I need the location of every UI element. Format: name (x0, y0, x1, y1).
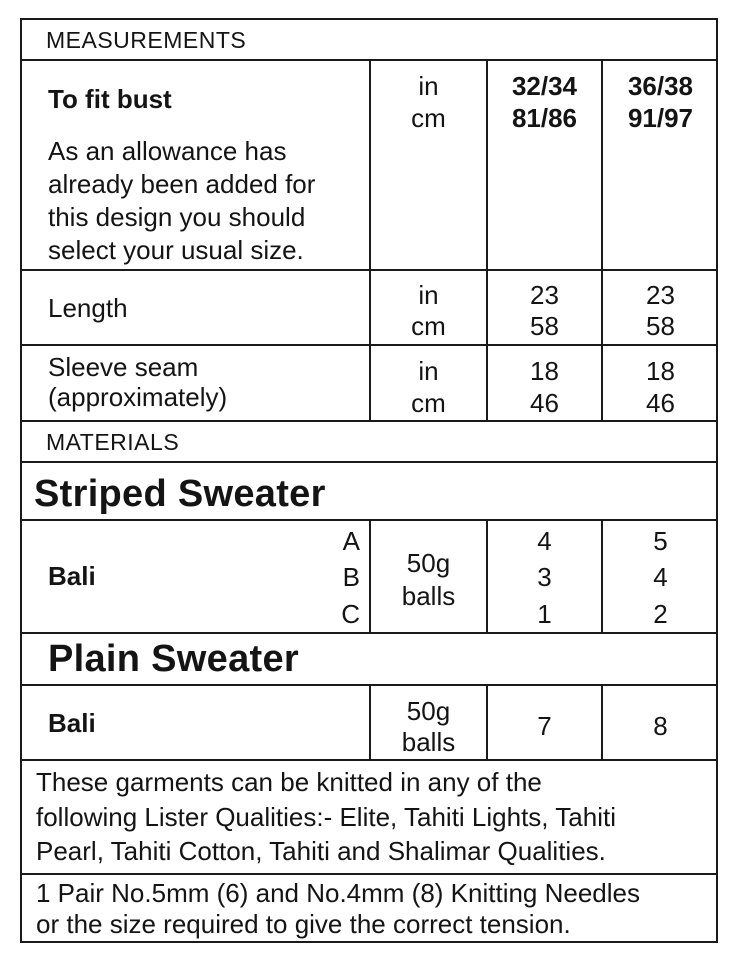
striped-size-2-a: 5 (653, 526, 668, 556)
bust-note-line: this design you should (48, 202, 306, 232)
qualities-note-line: following Lister Qualities:- Elite, Tahiti Lights, Tahiti (36, 802, 616, 832)
sleeve-unit-cm: cm (411, 388, 446, 418)
plain-size-1: 7 (537, 711, 552, 741)
length-size-1-cm: 58 (530, 311, 559, 341)
qualities-note-line: Pearl, Tahiti Cotton, Tahiti and Shalimar Qualities. (36, 836, 606, 866)
unit-in: in (418, 71, 439, 101)
qualities-note-line: These garments can be knitted in any of the (36, 767, 542, 797)
plain-unit-weight: 50g (406, 696, 451, 726)
sleeve-unit-in: in (418, 356, 439, 386)
needles-note-line: or the size required to give the correct tension. (36, 909, 571, 939)
striped-size-1-b: 3 (537, 562, 552, 592)
striped-sweater-title: Striped Sweater (34, 473, 326, 515)
striped-yarn-label: Bali (48, 561, 96, 591)
pattern-info-table (20, 18, 718, 943)
measurements-header: MEASUREMENTS (46, 27, 247, 53)
striped-unit-balls: balls (401, 581, 456, 611)
bust-label: To fit bust (48, 84, 172, 114)
length-label: Length (48, 293, 128, 323)
colour-a-label: A (342, 526, 360, 556)
striped-unit-weight: 50g (406, 548, 451, 578)
rule (22, 632, 716, 634)
sleeve-size-1-cm: 46 (530, 388, 559, 418)
length-size-2-cm: 58 (646, 311, 675, 341)
bust-note-line: select your usual size. (48, 235, 304, 265)
sleeve-size-2-in: 18 (646, 356, 675, 386)
colour-b-label: B (342, 562, 360, 592)
plain-sweater-title: Plain Sweater (48, 638, 300, 680)
size-2-cm: 91/97 (627, 103, 694, 133)
sleeve-size-2-cm: 46 (646, 388, 675, 418)
sleeve-size-1-in: 18 (530, 356, 559, 386)
needles-note-line: 1 Pair No.5mm (6) and No.4mm (8) Knitting Needles (36, 878, 641, 908)
sleeve-label: Sleeve seam (48, 352, 199, 382)
size-1-in: 32/34 (511, 71, 578, 101)
length-unit-in: in (418, 280, 439, 310)
plain-size-2: 8 (653, 711, 668, 741)
striped-size-1-a: 4 (537, 526, 552, 556)
materials-header: MATERIALS (46, 429, 180, 455)
size-2-in: 36/38 (627, 71, 694, 101)
length-size-2-in: 23 (646, 280, 675, 310)
plain-unit-balls: balls (401, 727, 456, 757)
colour-c-label: C (341, 599, 360, 629)
unit-cm: cm (411, 103, 446, 133)
length-unit-cm: cm (411, 311, 446, 341)
rule (22, 873, 716, 875)
rule (22, 420, 716, 422)
sleeve-label-note: (approximately) (48, 382, 228, 412)
striped-size-2-c: 2 (653, 599, 668, 629)
rule (22, 461, 716, 463)
striped-size-2-b: 4 (653, 562, 668, 592)
bust-note-line: already been added for (48, 169, 316, 199)
striped-size-1-c: 1 (537, 599, 552, 629)
length-size-1-in: 23 (530, 280, 559, 310)
bust-note-line: As an allowance has (48, 136, 287, 166)
plain-yarn-label: Bali (48, 708, 96, 738)
size-1-cm: 81/86 (511, 103, 578, 133)
rule (22, 759, 716, 761)
